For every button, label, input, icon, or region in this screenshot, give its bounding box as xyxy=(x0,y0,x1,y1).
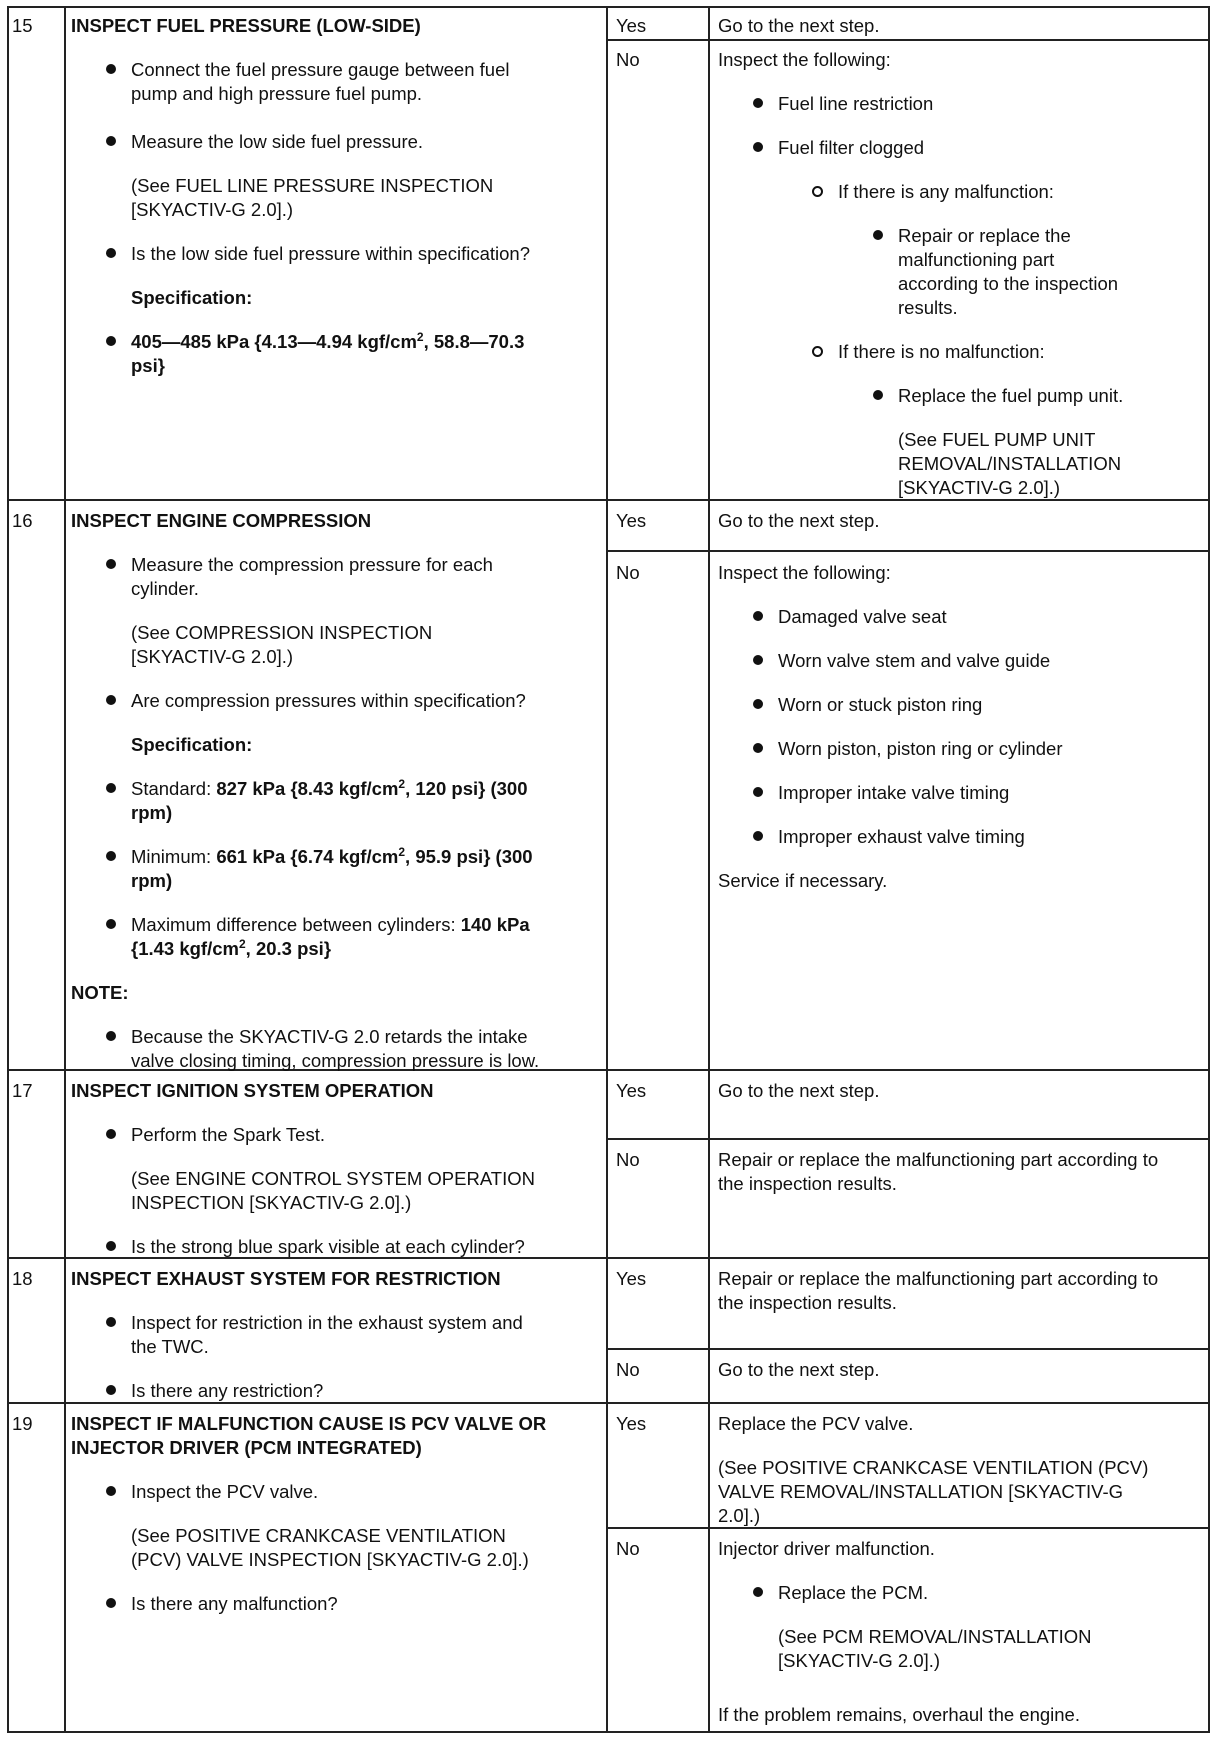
result-text: Worn piston, piston ring or cylinder xyxy=(778,738,1063,759)
bullet-icon xyxy=(753,831,763,841)
reference-text: (See PCM REMOVAL/INSTALLATION xyxy=(778,1626,1092,1647)
bullet-icon xyxy=(873,390,883,400)
result-label-yes: Yes xyxy=(616,1268,647,1289)
bullet-icon xyxy=(106,248,116,258)
result-text: Damaged valve seat xyxy=(778,606,947,627)
bullet-icon xyxy=(106,1486,116,1496)
specification-value: {1.43 kgf/$cm^2$, 20.3 psi} xyxy=(131,936,332,959)
reference-text: 2.0].) xyxy=(718,1505,761,1526)
yes-no-separator xyxy=(606,1527,1210,1529)
result-label-no: No xyxy=(616,562,640,583)
result-text: Fuel filter clogged xyxy=(778,137,925,158)
bullet-icon xyxy=(753,699,763,709)
specification-value: Maximum difference between cylinders: 140 kPa xyxy=(131,914,530,935)
column-divider-result xyxy=(708,6,710,1733)
specification-value: Standard: 827 kPa {8.43 kgf/$cm^2$, 120 psi} (300 xyxy=(131,776,528,799)
specification-value: psi} xyxy=(131,355,165,376)
reference-text: [SKYACTIV-G 2.0].) xyxy=(131,199,294,220)
bullet-icon xyxy=(106,1241,116,1251)
result-text: malfunctioning part xyxy=(898,249,1055,270)
reference-text: (See POSITIVE CRANKCASE VENTILATION xyxy=(131,1525,506,1546)
result-label-no: No xyxy=(616,49,640,70)
bullet-icon xyxy=(753,142,763,152)
result-label-yes: Yes xyxy=(616,1080,647,1101)
reference-text: VALVE REMOVAL/INSTALLATION [SKYACTIV-G xyxy=(718,1481,1124,1502)
result-text: Go to the next step. xyxy=(718,510,880,531)
reference-text: INSPECTION [SKYACTIV-G 2.0].) xyxy=(131,1192,412,1213)
result-label-no: No xyxy=(616,1149,640,1170)
step-number: 19 xyxy=(12,1413,33,1434)
yes-no-separator xyxy=(606,39,1210,41)
action-text: Perform the Spark Test. xyxy=(131,1124,325,1145)
result-text: Repair or replace the malfunctioning part according to xyxy=(718,1268,1159,1289)
specification-value: rpm) xyxy=(131,802,173,823)
column-divider-step xyxy=(64,6,66,1733)
reference-text: (PCV) VALVE INSPECTION [SKYACTIV-G 2.0].) xyxy=(131,1549,529,1570)
result-text: Inspect the following: xyxy=(718,562,891,583)
step-title: INSPECT IF MALFUNCTION CAUSE IS PCV VALVE OR xyxy=(71,1413,547,1434)
specification-value: Minimum: 661 kPa {6.74 kgf/$cm^2$, 95.9 psi} (300 xyxy=(131,844,533,867)
result-text: If there is no malfunction: xyxy=(838,341,1045,362)
result-text: Replace the PCV valve. xyxy=(718,1413,914,1434)
result-text: Replace the fuel pump unit. xyxy=(898,385,1124,406)
result-text: Improper intake valve timing xyxy=(778,782,1010,803)
reference-text: (See POSITIVE CRANKCASE VENTILATION (PCV) xyxy=(718,1457,1149,1478)
result-text: Fuel line restriction xyxy=(778,93,934,114)
step-title: INSPECT FUEL PRESSURE (LOW-SIDE) xyxy=(71,15,421,36)
bullet-icon xyxy=(106,336,116,346)
result-text: Inspect the following: xyxy=(718,49,891,70)
step-title: INSPECT IGNITION SYSTEM OPERATION xyxy=(71,1080,434,1101)
yes-no-separator xyxy=(606,1348,1210,1350)
step-title: INSPECT ENGINE COMPRESSION xyxy=(71,510,372,531)
specification-value: rpm) xyxy=(131,870,173,891)
step-title: INJECTOR DRIVER (PCM INTEGRATED) xyxy=(71,1437,422,1458)
bullet-icon xyxy=(106,64,116,74)
action-text: Measure the low side fuel pressure. xyxy=(131,131,424,152)
action-text: Inspect the PCV valve. xyxy=(131,1481,319,1502)
result-text: Go to the next step. xyxy=(718,1080,880,1101)
result-text: Worn or stuck piston ring xyxy=(778,694,983,715)
bullet-icon xyxy=(753,611,763,621)
specification-value: 405—485 kPa {4.13—4.94 kgf/$cm^2$, 58.8—70.3 xyxy=(131,329,525,352)
note-text: Because the SKYACTIV-G 2.0 retards the intake xyxy=(131,1026,528,1047)
bullet-icon xyxy=(106,851,116,861)
action-text: the TWC. xyxy=(131,1336,209,1357)
bullet-icon xyxy=(106,919,116,929)
result-text: Repair or replace the malfunctioning part according to xyxy=(718,1149,1159,1170)
result-text: If there is any malfunction: xyxy=(838,181,1054,202)
bullet-icon xyxy=(106,1031,116,1041)
column-divider-action xyxy=(606,6,608,1733)
result-text: Replace the PCM. xyxy=(778,1582,929,1603)
note-label: NOTE: xyxy=(71,982,129,1003)
table-border-bottom xyxy=(7,1731,1210,1733)
yes-no-separator xyxy=(606,550,1210,552)
result-label-yes: Yes xyxy=(616,15,647,36)
action-text: Is there any restriction? xyxy=(131,1380,324,1401)
bullet-icon xyxy=(753,98,763,108)
step-number: 15 xyxy=(12,15,33,36)
reference-text: (See FUEL PUMP UNIT xyxy=(898,429,1096,450)
result-text: Go to the next step. xyxy=(718,1359,880,1380)
result-label-no: No xyxy=(616,1359,640,1380)
sub-bullet-icon xyxy=(812,346,823,357)
bullet-icon xyxy=(106,559,116,569)
yes-no-separator xyxy=(606,1138,1210,1140)
action-text: cylinder. xyxy=(131,578,199,599)
action-text: Is the strong blue spark visible at each cylinder? xyxy=(131,1236,525,1257)
table-border-right xyxy=(1208,6,1210,1733)
result-text: according to the inspection xyxy=(898,273,1119,294)
bullet-icon xyxy=(753,1587,763,1597)
reference-text: [SKYACTIV-G 2.0].) xyxy=(778,1650,941,1671)
result-text: the inspection results. xyxy=(718,1173,897,1194)
reference-text: REMOVAL/INSTALLATION xyxy=(898,453,1122,474)
bullet-icon xyxy=(753,787,763,797)
bullet-icon xyxy=(106,1129,116,1139)
result-text: Improper exhaust valve timing xyxy=(778,826,1025,847)
action-text: Are compression pressures within specification? xyxy=(131,690,526,711)
action-text: pump and high pressure fuel pump. xyxy=(131,83,423,104)
result-text: If the problem remains, overhaul the engine. xyxy=(718,1704,1080,1725)
bullet-icon xyxy=(753,655,763,665)
bullet-icon xyxy=(873,230,883,240)
result-text: Repair or replace the xyxy=(898,225,1071,246)
result-label-yes: Yes xyxy=(616,1413,647,1434)
bullet-icon xyxy=(106,1598,116,1608)
bullet-icon xyxy=(106,1317,116,1327)
action-text: Measure the compression pressure for each xyxy=(131,554,493,575)
reference-text: [SKYACTIV-G 2.0].) xyxy=(898,477,1061,498)
diagnostic-procedure-table xyxy=(7,6,1210,1733)
step-number: 16 xyxy=(12,510,33,531)
result-label-no: No xyxy=(616,1538,640,1559)
reference-text: (See ENGINE CONTROL SYSTEM OPERATION xyxy=(131,1168,535,1189)
result-text: Worn valve stem and valve guide xyxy=(778,650,1051,671)
result-text: Service if necessary. xyxy=(718,870,888,891)
step-title: INSPECT EXHAUST SYSTEM FOR RESTRICTION xyxy=(71,1268,501,1289)
action-text: Is the low side fuel pressure within specification? xyxy=(131,243,530,264)
sub-bullet-icon xyxy=(812,186,823,197)
action-text: Is there any malfunction? xyxy=(131,1593,338,1614)
result-text: the inspection results. xyxy=(718,1292,897,1313)
result-text: results. xyxy=(898,297,958,318)
bullet-icon xyxy=(753,743,763,753)
step-number: 17 xyxy=(12,1080,33,1101)
table-border-top xyxy=(7,6,1210,8)
reference-text: (See FUEL LINE PRESSURE INSPECTION xyxy=(131,175,494,196)
reference-text: (See COMPRESSION INSPECTION xyxy=(131,622,433,643)
bullet-icon xyxy=(106,695,116,705)
specification-label: Specification: xyxy=(131,734,253,755)
reference-text: [SKYACTIV-G 2.0].) xyxy=(131,646,294,667)
bullet-icon xyxy=(106,783,116,793)
result-label-yes: Yes xyxy=(616,510,647,531)
specification-label: Specification: xyxy=(131,287,253,308)
result-text: Go to the next step. xyxy=(718,15,880,36)
note-text: valve closing timing, compression pressure is low. xyxy=(131,1050,540,1071)
result-text: Injector driver malfunction. xyxy=(718,1538,935,1559)
bullet-icon xyxy=(106,136,116,146)
table-border-left xyxy=(7,6,9,1733)
action-text: Inspect for restriction in the exhaust system and xyxy=(131,1312,523,1333)
action-text: Connect the fuel pressure gauge between fuel xyxy=(131,59,510,80)
bullet-icon xyxy=(106,1385,116,1395)
step-number: 18 xyxy=(12,1268,33,1289)
